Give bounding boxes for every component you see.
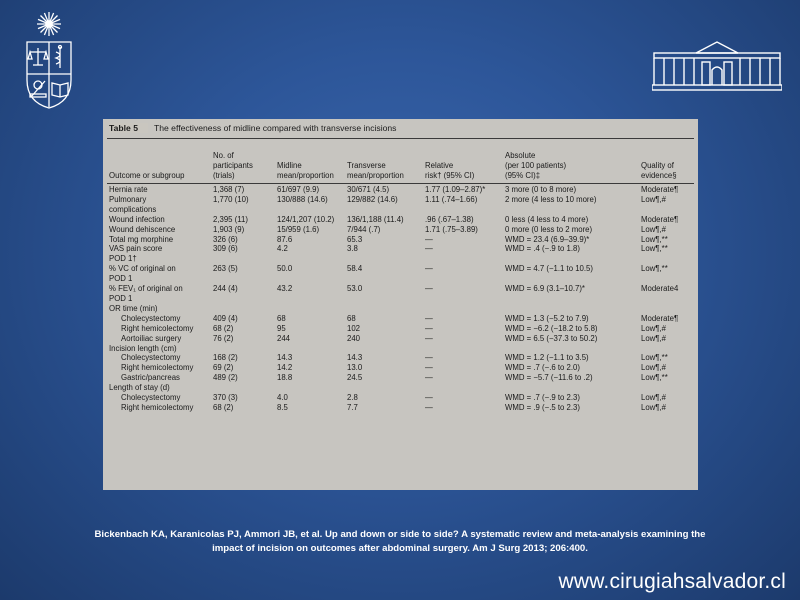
table-row: [107, 383, 694, 393]
cell-outcome: Pulmonary complications: [109, 194, 157, 214]
cell-relative-risk: —: [425, 244, 433, 254]
cell-participants: 1,903 (9): [213, 224, 245, 234]
cell-outcome: Right hemicolectomy: [121, 402, 194, 412]
cell-transverse: 7.7: [347, 402, 358, 412]
cell-transverse: 2.8: [347, 393, 358, 403]
cell-transverse: 102: [347, 323, 361, 333]
cell-quality: Low¶,#: [641, 333, 666, 343]
cell-quality: [639, 344, 694, 354]
cell-absolute: WMD = 4.7 (−1.1 to 10.5): [505, 264, 593, 274]
cell-participants: 76 (2): [213, 333, 234, 343]
table-row: [107, 235, 694, 245]
table-row: [107, 225, 694, 235]
citation: [60, 528, 740, 556]
cell-transverse: [345, 383, 423, 393]
table-row: [107, 393, 694, 403]
cell-midline: 61/697 (9.9): [277, 185, 320, 194]
table-header-row: [107, 141, 694, 183]
table-row: [107, 284, 694, 304]
cell-midline: 4.0: [277, 393, 288, 403]
cell-midline: 4.2: [277, 244, 288, 254]
table-caption: [103, 119, 698, 137]
cell-absolute: WMD = .7 (−.9 to 2.3): [505, 393, 580, 403]
cell-transverse: 58.4: [347, 264, 363, 274]
header-participants: No. of participants (trials): [213, 151, 253, 180]
cell-midline: 68: [277, 313, 286, 323]
table-row: [107, 344, 694, 354]
citation-line-2: impact of incision on outcomes after abdominal surgery. Am J Surg 2013; 206:400.: [212, 543, 588, 554]
cell-transverse: 53.0: [347, 284, 363, 294]
table-row: [107, 334, 694, 344]
cell-relative-risk: —: [425, 393, 433, 403]
header-transverse: Transverse mean/proportion: [347, 161, 404, 180]
header-absolute: Absolute (per 100 patients) (95% CI)‡: [505, 151, 567, 180]
cell-midline: [275, 344, 345, 354]
cell-outcome: Aortoiliac surgery: [121, 333, 182, 343]
header-midline: Midline mean/proportion: [277, 161, 334, 180]
cell-transverse: 129/882 (14.6): [347, 194, 398, 204]
cell-quality: Low¶,**: [641, 244, 668, 254]
header-outcome: Outcome or subgroup: [109, 171, 185, 180]
cell-transverse: [345, 344, 423, 354]
cell-absolute: WMD = 1.2 (−1.1 to 3.5): [505, 353, 589, 363]
cell-outcome: Incision length (cm): [109, 343, 177, 353]
cell-transverse: 30/671 (4.5): [347, 185, 390, 194]
cell-absolute: WMD = .4 (−.9 to 1.8): [505, 244, 580, 254]
cell-relative-risk: —: [425, 284, 433, 294]
header-quality: Quality of evidence§: [641, 161, 677, 180]
cell-relative-risk: —: [425, 234, 433, 244]
cell-relative-risk: 1.71 (.75–3.89): [425, 224, 478, 234]
cell-outcome: Length of stay (d): [109, 383, 170, 393]
cell-quality: Low¶,**: [641, 264, 668, 274]
table-row: [107, 373, 694, 383]
cell-absolute: WMD = −5.7 (−11.6 to .2): [505, 373, 593, 383]
cell-participants: 263 (5): [213, 264, 238, 274]
cell-absolute: 2 more (4 less to 10 more): [505, 194, 597, 204]
cell-relative-risk: —: [425, 373, 433, 383]
cell-relative-risk: —: [425, 353, 433, 363]
cell-absolute: WMD = 6.9 (3.1–10.7)*: [505, 284, 585, 294]
cell-absolute: [503, 344, 639, 354]
cell-transverse: 240: [347, 333, 361, 343]
cell-outcome: Cholecystectomy: [121, 353, 181, 363]
cell-relative-risk: 1.77 (1.09–2.87)*: [425, 185, 486, 194]
cell-quality: Low¶,**: [641, 234, 668, 244]
cell-relative-risk: [423, 383, 503, 393]
cell-midline: 130/888 (14.6): [277, 194, 328, 204]
cell-transverse: 68: [347, 313, 356, 323]
table-row: [107, 264, 694, 284]
university-crest-icon: [22, 10, 76, 110]
cell-outcome: OR time (min): [109, 303, 158, 313]
cell-midline: 87.6: [277, 234, 293, 244]
cell-outcome: % VC of original on POD 1: [109, 264, 176, 284]
cell-midline: 18.8: [277, 373, 293, 383]
cell-quality: Moderate¶: [641, 313, 679, 323]
cell-relative-risk: —: [425, 313, 433, 323]
cell-outcome: Cholecystectomy: [121, 313, 181, 323]
cell-relative-risk: —: [425, 402, 433, 412]
cell-transverse: 7/944 (.7): [347, 224, 381, 234]
table-row: [107, 244, 694, 264]
cell-midline: 43.2: [277, 284, 293, 294]
table-row: [107, 353, 694, 363]
header-relative-risk: Relative risk† (95% CI): [425, 161, 475, 180]
evidence-table-panel: [103, 119, 698, 490]
table-row: [107, 183, 694, 195]
table-row: [107, 304, 694, 314]
cell-quality: Low¶,#: [641, 363, 666, 373]
cell-absolute: 0 less (4 less to 4 more): [505, 214, 589, 224]
cell-midline: 15/959 (1.6): [277, 224, 320, 234]
cell-participants: [211, 304, 275, 314]
cell-relative-risk: —: [425, 333, 433, 343]
cell-absolute: WMD = .9 (−.5 to 2.3): [505, 402, 580, 412]
cell-relative-risk: 1.11 (.74–1.66): [425, 194, 478, 204]
cell-participants: 168 (2): [213, 353, 238, 363]
cell-quality: Low¶,#: [641, 194, 666, 204]
cell-quality: [639, 383, 694, 393]
cell-relative-risk: .96 (.67–1.38): [425, 214, 474, 224]
cell-relative-risk: —: [425, 363, 433, 373]
cell-absolute: WMD = .7 (−.6 to 2.0): [505, 363, 580, 373]
cell-midline: 95: [277, 323, 286, 333]
cell-quality: Low¶,#: [641, 224, 666, 234]
cell-participants: 1,770 (10): [213, 194, 249, 204]
cell-absolute: WMD = 1.3 (−5.2 to 7.9): [505, 313, 589, 323]
cell-quality: Low¶,**: [641, 353, 668, 363]
table-title: The effectiveness of midline compared with transverse incisions: [153, 123, 397, 133]
cell-quality: Moderate4: [641, 284, 679, 294]
cell-outcome: VAS pain score POD 1†: [109, 244, 163, 264]
cell-midline: 8.5: [277, 402, 288, 412]
table-row: [107, 215, 694, 225]
cell-transverse: [345, 304, 423, 314]
cell-participants: [211, 383, 275, 393]
table-row: [107, 363, 694, 373]
table-row: [107, 403, 694, 413]
cell-relative-risk: —: [425, 323, 433, 333]
caption-rule: [107, 138, 694, 139]
cell-outcome: Cholecystectomy: [121, 393, 181, 403]
cell-participants: 68 (2): [213, 323, 234, 333]
cell-outcome: Right hemicolectomy: [121, 323, 194, 333]
cell-participants: 326 (6): [213, 234, 238, 244]
table-number: Table 5: [109, 123, 148, 133]
cell-participants: 2,395 (11): [213, 214, 248, 224]
cell-midline: 50.0: [277, 264, 293, 274]
cell-relative-risk: [423, 344, 503, 354]
cell-transverse: 13.0: [347, 363, 363, 373]
cell-participants: 69 (2): [213, 363, 234, 373]
cell-absolute: WMD = 6.5 (−37.3 to 50.2): [505, 333, 598, 343]
cell-outcome: Hernia rate: [109, 185, 148, 194]
cell-midline: [275, 383, 345, 393]
cell-outcome: Gastric/pancreas: [121, 373, 180, 383]
cell-absolute: WMD = −6.2 (−18.2 to 5.8): [505, 323, 598, 333]
cell-quality: Low¶,**: [641, 373, 668, 383]
citation-line-1: Bickenbach KA, Karanicolas PJ, Ammori JB, et al. Up and down or side to side? A systematic review and meta-analysis examining the: [94, 529, 706, 540]
cell-participants: 68 (2): [213, 402, 234, 412]
cell-outcome: Wound dehiscence: [109, 224, 176, 234]
cell-midline: 124/1,207 (10.2): [277, 214, 335, 224]
cell-participants: 370 (3): [213, 393, 238, 403]
cell-midline: 244: [277, 333, 291, 343]
results-table: [107, 141, 694, 413]
cell-absolute: [503, 304, 639, 314]
cell-relative-risk: —: [425, 264, 433, 274]
cell-absolute: 0 more (0 less to 2 more): [505, 224, 593, 234]
cell-quality: Low¶,#: [641, 323, 666, 333]
cell-quality: Low¶,#: [641, 393, 666, 403]
cell-outcome: Right hemicolectomy: [121, 363, 194, 373]
cell-participants: 309 (6): [213, 244, 238, 254]
cell-relative-risk: [423, 304, 503, 314]
cell-participants: [211, 344, 275, 354]
cell-midline: [275, 304, 345, 314]
hospital-building-icon: [652, 40, 782, 92]
cell-midline: 14.3: [277, 353, 293, 363]
cell-outcome: Wound infection: [109, 214, 165, 224]
cell-quality: Moderate¶: [641, 185, 679, 194]
cell-outcome: % FEV₁ of original on POD 1: [109, 284, 183, 303]
cell-quality: Low¶,#: [641, 402, 666, 412]
cell-participants: 1,368 (7): [213, 185, 245, 194]
table-row: [107, 195, 694, 215]
cell-outcome: Total mg morphine: [109, 234, 174, 244]
table-row: [107, 324, 694, 334]
cell-absolute: [503, 383, 639, 393]
cell-participants: 409 (4): [213, 313, 238, 323]
cell-transverse: 65.3: [347, 234, 363, 244]
cell-transverse: 3.8: [347, 244, 358, 254]
cell-transverse: 14.3: [347, 353, 363, 363]
cell-absolute: 3 more (0 to 8 more): [505, 185, 577, 194]
cell-transverse: 136/1,188 (11.4): [347, 214, 404, 224]
website-url[interactable]: www.cirugiahsalvador.cl: [558, 570, 786, 593]
cell-quality: Moderate¶: [641, 214, 679, 224]
cell-absolute: WMD = 23.4 (6.9–39.9)*: [505, 234, 590, 244]
table-row: [107, 314, 694, 324]
cell-transverse: 24.5: [347, 373, 363, 383]
cell-participants: 244 (4): [213, 284, 238, 294]
cell-quality: [639, 304, 694, 314]
cell-midline: 14.2: [277, 363, 293, 373]
cell-participants: 489 (2): [213, 373, 238, 383]
